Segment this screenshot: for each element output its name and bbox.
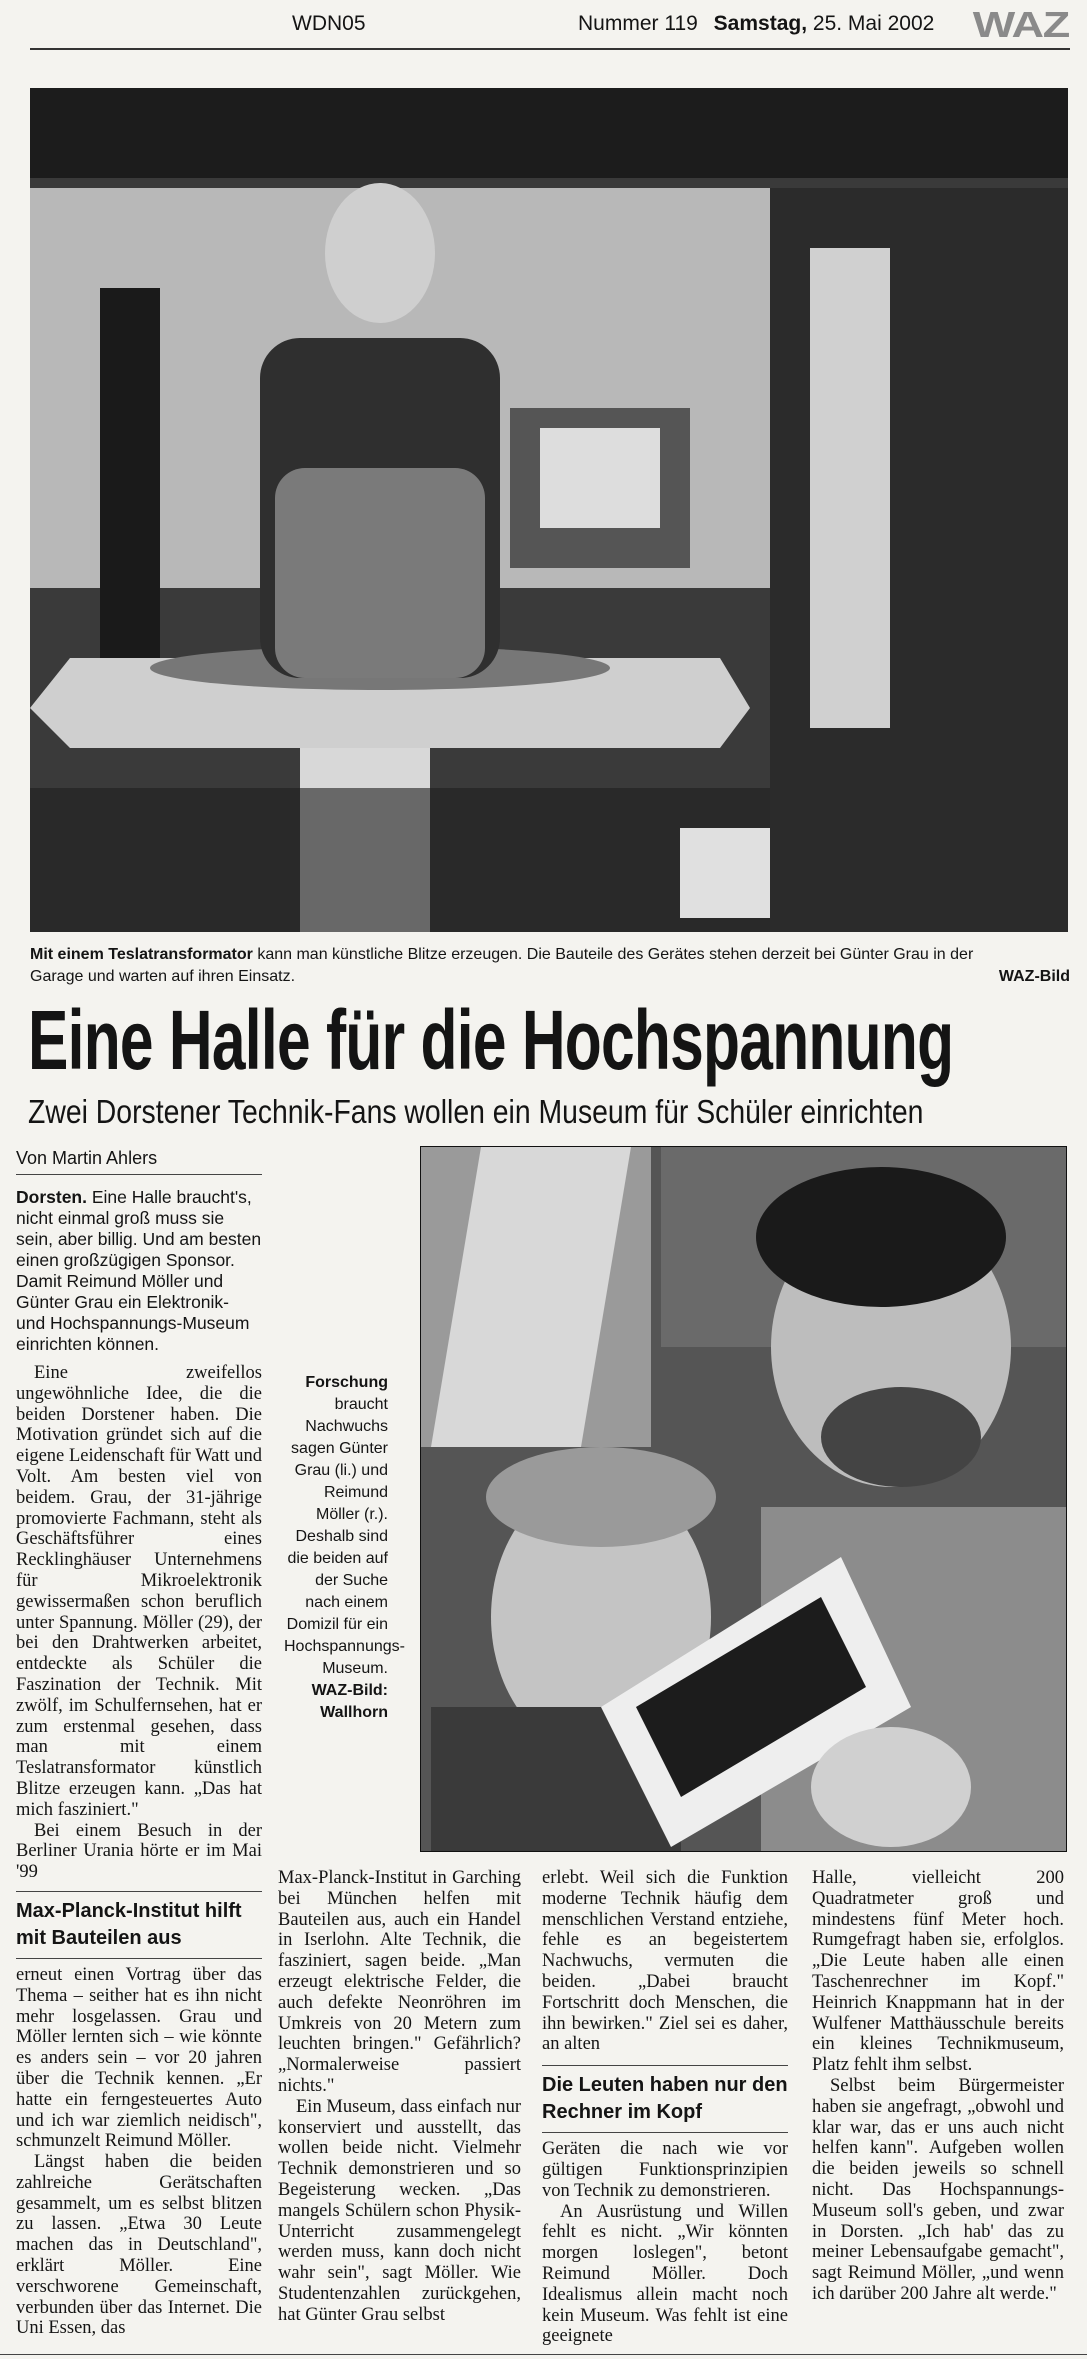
issue-number: Nummer 119 [578, 12, 698, 35]
column-3 [542, 1868, 788, 2055]
byline-rule [16, 1174, 262, 1175]
issue-date [578, 12, 934, 36]
paragraph: Max-Planck-Institut in Garching bei München helfen mit Bauteilen aus, auch ein Handel in Iserlohn. Alte Technik, die fasziniert, sagen beide. „Man erzeugt elektrische Felder, die auch defekte Neonröhren im Umkreis von 20 Metern zum leuchten bringen." Gefährlich? „Normalerweise passiert nichts." [278, 1868, 521, 2096]
photo2-caption [284, 1372, 405, 1724]
photo2-credit: WAZ-Bild: Wallhorn [311, 1682, 388, 1721]
edition-code: WDN05 [292, 12, 366, 35]
paragraph: erlebt. Weil sich die Funktion moderne Technik häufig dem menschlichen Verstand entziehe, fehle es an begeistertem Nachwuchs, vermuten die beiden. „Dabei braucht Fortschritt doch Menschen, die ihn bewirken." Ziel sei es daher, an alten [542, 1868, 788, 2055]
subheadline-max-planck: Max-Planck-Institut hilft mit Bauteilen aus [16, 1899, 242, 1949]
paragraph: An Ausrüstung und Willen fehlt es nicht. „Wir könnten morgen loslegen", betont Reimund Möller. Doch Idealismus allein macht noch kein Museum. Was fehlt ist eine geeignete [542, 2201, 788, 2347]
subhead2-rule-top [542, 2065, 788, 2066]
paragraph: Selbst beim Bürgermeister haben sie angefragt, „obwohl und klar war, das er uns auch nicht helfen kann". Aufgeben wollen die beiden jeweils so schnell nicht. Das Hochspannungs-Museum soll's geben, und zwar in Dorsten. „Ich hab' das zu meiner Lebensaufgabe gemacht", sagt Reimund Möller, „und wenn ich darüber 200 Jahre alt werde." [812, 2075, 1064, 2304]
tesla-photo-image [30, 88, 1068, 932]
caption-text: kann man künstliche Blitze erzeugen. Die Bauteile des Gerätes stehen derzeit bei Günter Grau in der [252, 946, 974, 963]
date: 25. Mai 2002 [812, 12, 935, 35]
lead-paragraph [16, 1187, 262, 1355]
paragraph: Halle, vielleicht 200 Quadratmeter groß und mindestens fünf Meter hoch. Rumgefragt haben sie, erfolglos. „Die Leute haben alle einen Taschenrechner im Kopf." Heinrich Knappmann hat in der Wulfener Matthäusschule bereits ein kleines Technikmuseum, Platz fehlt ihm selbst. [812, 1868, 1064, 2076]
caption-bold: Forschung [305, 1374, 388, 1391]
column-1 [16, 1146, 262, 2339]
subhead-rule-top [16, 1891, 262, 1892]
headline: Eine Halle für die Hochspannung [28, 993, 954, 1087]
paragraph: erneut einen Vortrag über das Thema – seither hat es ihn nicht mehr losgelassen. Grau und Möller lernten sich – wie könnte es anders sein – vor 20 jahren über die Technik kennen. „Er hatte ein ferngesteuertes Auto und ich war ziemlich neidisch", schmunzelt Reimund Möller. [16, 1964, 262, 2152]
paragraph: Eine zweifellos ungewöhnliche Idee, die die beiden Dorstener haben. Die Motivation gründet sich auf die eigene Leidenschaft für Watt und Volt. Am besten viel von beidem. Grau, der 31-jährige promovierte Fachmann, steht als Geschäftsführer eines Recklinghäuser Unternehmens für Mikroelektronik gewissermaßen schon beruflich unter Spannung. Möller (29), der bei den Drahtwerken arbeitet, entdeckte als Schüler die Faszination der Technik. Mit zwölf, im Schulfernsehen, hat er zum erstenmal gesehen, dass man mit einem Teslatransformator künstlich Blitze erzeugen kann. „Das hat mich fasziniert." [16, 1363, 262, 1820]
paragraph: Längst haben die beiden zahlreiche Gerätschaften gesammelt, um es selbst blitzen zu lassen. „Etwa 30 Leute machen das in Deutschland", erklärt Möller. Eine verschworene Gemeinschaft, verbunden über das Internet. Die Uni Essen, das [16, 2152, 262, 2339]
byline: Von Martin Ahlers [16, 1148, 158, 1168]
paragraph: Bei einem Besuch in der Berliner Urania hörte er im Mai '99 [16, 1820, 262, 1883]
subhead2-rule-bottom [542, 2132, 788, 2133]
lead-text: Eine Halle braucht's, nicht einmal groß muss sie sein, aber billig. Und am besten einen großzügigen Sponsor. Damit Reimund Möller und Günter Grau ein Elektronik- und Hochspannungs-Museum einrichten können. [16, 1187, 262, 1354]
museum-founders-photo [420, 1146, 1067, 1852]
paragraph: Geräten die nach wie vor gültigen Funktionsprinzipien von Technik zu demonstrieren. [542, 2139, 788, 2201]
museum-founders-photo-image [421, 1147, 1066, 1851]
footer-rule [0, 2354, 1087, 2355]
caption-text: braucht Nachwuchs sagen Günter Grau (li.) und Reimund Möller (r.). Deshalb sind die beiden auf der Suche nach einem Domizil für ein Hochspannungs-Museum. [284, 1396, 405, 1677]
column-4 [812, 1868, 1064, 2305]
photo1-credit: WAZ-Bild [998, 968, 1070, 985]
column-3-stack [542, 1868, 788, 2347]
tesla-photo [30, 88, 1068, 932]
subhead-rule-bottom [16, 1958, 262, 1959]
column-1-top [16, 1363, 262, 1883]
weekday: Samstag, [713, 12, 808, 35]
photo1-caption [30, 944, 1070, 988]
caption-text-2: Garage und warten auf ihren Einsatz. [30, 968, 296, 985]
column-3-bottom [542, 2139, 788, 2347]
subheadline-rechner: Die Leuten haben nur den Rechner im Kopf [542, 2074, 788, 2124]
column-1-bottom [16, 1965, 262, 2339]
paragraph: Ein Museum, dass einfach nur konserviert und ausstellt, das wollen beide nicht. Vielmehr Technik demonstrieren und so Begeisterung wecken. „Das mangels Schülern schon Physik-Unterricht zusammengelegt werden muss, kann doch nicht wahr sein", sagt Möller. Wie Studentenzahlen zurückgehen, hat Günter Grau selbst [278, 2096, 521, 2325]
caption-bold: Mit einem Teslatransformator [30, 946, 253, 963]
dateline: Dorsten. [16, 1187, 87, 1207]
column-2 [278, 1868, 521, 2326]
subtitle: Zwei Dorstener Technik-Fans wollen ein Museum für Schüler einrichten [28, 1093, 924, 1130]
header-rule [30, 48, 1070, 50]
waz-logo: WAZ [972, 4, 1069, 45]
